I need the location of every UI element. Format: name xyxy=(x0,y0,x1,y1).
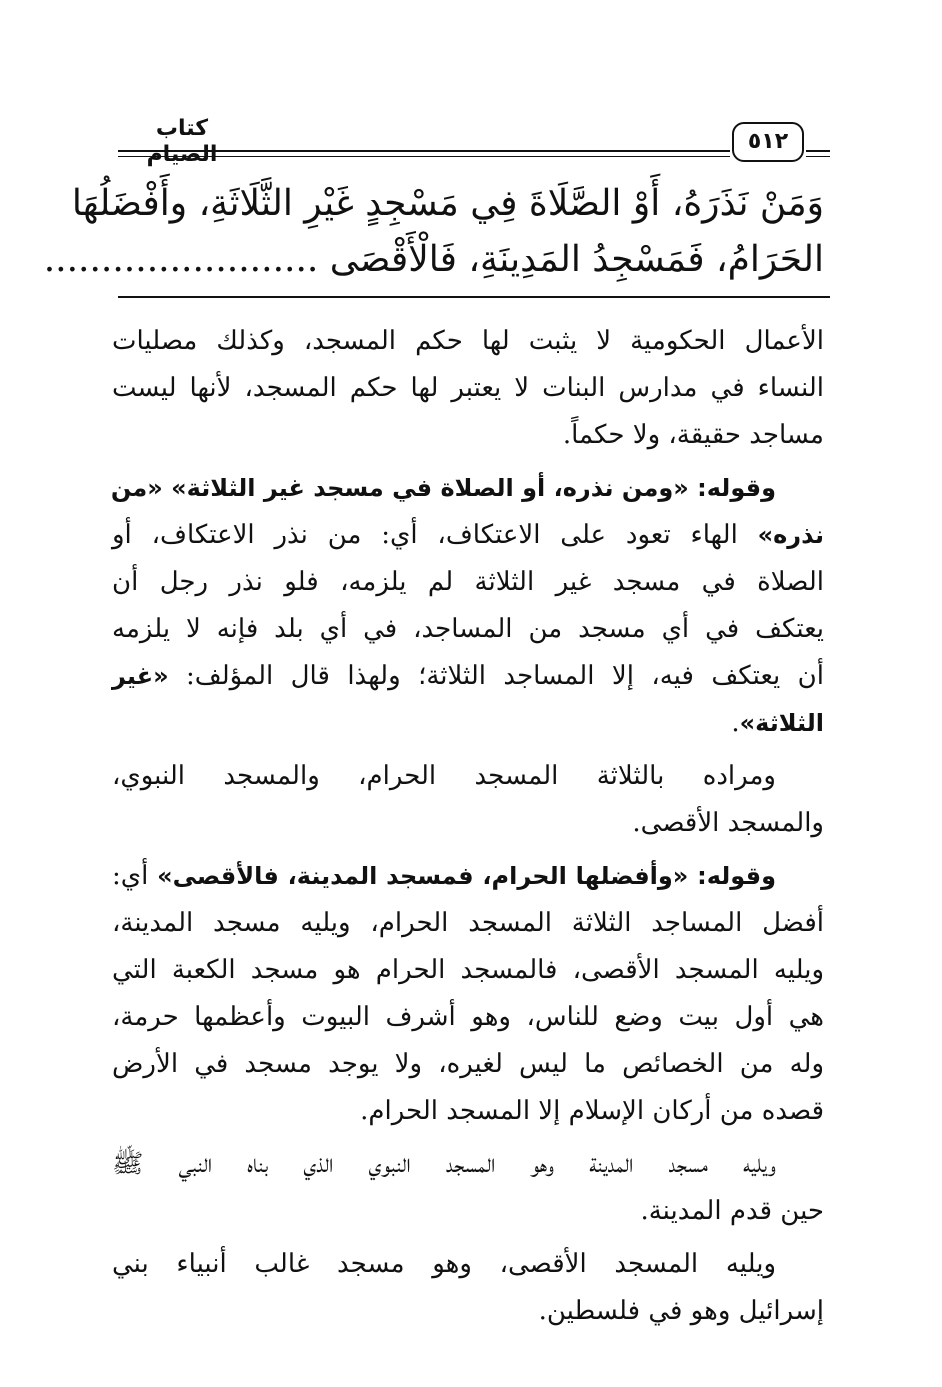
paragraph xyxy=(112,1141,824,1235)
book-title: كتاب الصيام xyxy=(146,116,218,167)
quoted-matn: وقوله: «وأفضلها الحرام، فمسجد المدينة، فالأقصى» xyxy=(157,862,776,890)
text-line xyxy=(112,465,824,512)
quoted-matn: نذره» xyxy=(757,521,824,549)
text-line: ويليه المسجد الأقصى، وهو مسجد غالب أنبياء بني xyxy=(112,1249,776,1279)
text-line: مساجد حقيقة، ولا حكماً. xyxy=(562,420,824,450)
text-line: يعتكف في أي مسجد من المساجد، في أي بلد فإنه لا يلزمه xyxy=(112,614,824,644)
text-line xyxy=(112,700,824,747)
matn-separator xyxy=(118,296,830,298)
quoted-matn: وقوله: «ومن نذره، أو الصلاة في مسجد غير الثلاثة» «من xyxy=(110,474,776,502)
text-line: والمسجد الأقصى. xyxy=(632,808,824,838)
text-span: أن يعتكف فيه، إلا المساجد الثلاثة؛ ولهذا قال المؤلف: xyxy=(168,661,824,691)
quoted-matn: الثلاثة» xyxy=(739,709,824,737)
commentary xyxy=(112,318,824,1341)
matn-line: وَمَنْ نَذَرَهُ، أَوْ الصَّلَاةَ فِي مَسْجِدٍ غَيْرِ الثَّلَاثَةِ، وأَفْضَلُهَا xyxy=(71,183,824,224)
text-line: قصده من أركان الإسلام إلا المسجد الحرام. xyxy=(360,1096,824,1126)
text-line: ويليه المسجد الأقصى، فالمسجد الحرام هو مسجد الكعبة التي xyxy=(112,955,824,985)
paragraph xyxy=(112,318,824,459)
paragraph xyxy=(112,853,824,1135)
text-line xyxy=(112,512,824,559)
paragraph xyxy=(112,465,824,747)
text-line xyxy=(112,653,824,700)
text-line: حين قدم المدينة. xyxy=(640,1196,824,1226)
text-line: ويليه مسجد المدينة وهو المسجد النبوي الذي بناه النبي ﷺ xyxy=(112,1149,776,1179)
text-line: هي أول بيت وضع للناس، وهو أشرف البيوت وأعظمها حرمة، xyxy=(112,1002,824,1032)
text-span: أي: xyxy=(112,861,158,891)
text-line: الصلاة في مسجد غير الثلاثة لم يلزمه، فلو نذر رجل أن xyxy=(112,567,824,597)
header-rule-right-thin xyxy=(806,156,830,157)
text-line xyxy=(112,853,824,900)
text-span: . xyxy=(731,708,740,738)
paragraph xyxy=(112,1241,824,1335)
paragraph xyxy=(112,753,824,847)
page-number: ٥١٢ xyxy=(732,122,804,162)
text-line: النساء في مدارس البنات لا يعتبر لها حكم المسجد، لأنها ليست xyxy=(112,373,824,403)
text-line: الأعمال الحكومية لا يثبت لها حكم المسجد، وكذلك مصليات xyxy=(112,326,824,356)
text-line: أفضل المساجد الثلاثة المسجد الحرام، ويليه مسجد المدينة، xyxy=(112,908,824,938)
header-rule-right xyxy=(806,150,830,152)
text-line: وله من الخصائص ما ليس لغيره، ولا يوجد مسجد في الأرض xyxy=(112,1049,824,1079)
text-line: ومراده بالثلاثة المسجد الحرام، والمسجد النبوي، xyxy=(112,761,776,791)
matn-text xyxy=(43,176,824,288)
text-line: إسرائيل وهو في فلسطين. xyxy=(538,1296,824,1326)
quoted-matn: «غير xyxy=(112,662,169,690)
text-span: الهاء تعود على الاعتكاف، أي: من نذر الاعتكاف، أو xyxy=(112,520,758,550)
matn-line: الحَرَامُ، فَمَسْجِدُ المَدِينَةِ، فَالْأَقْصَى ........................ xyxy=(43,239,824,280)
